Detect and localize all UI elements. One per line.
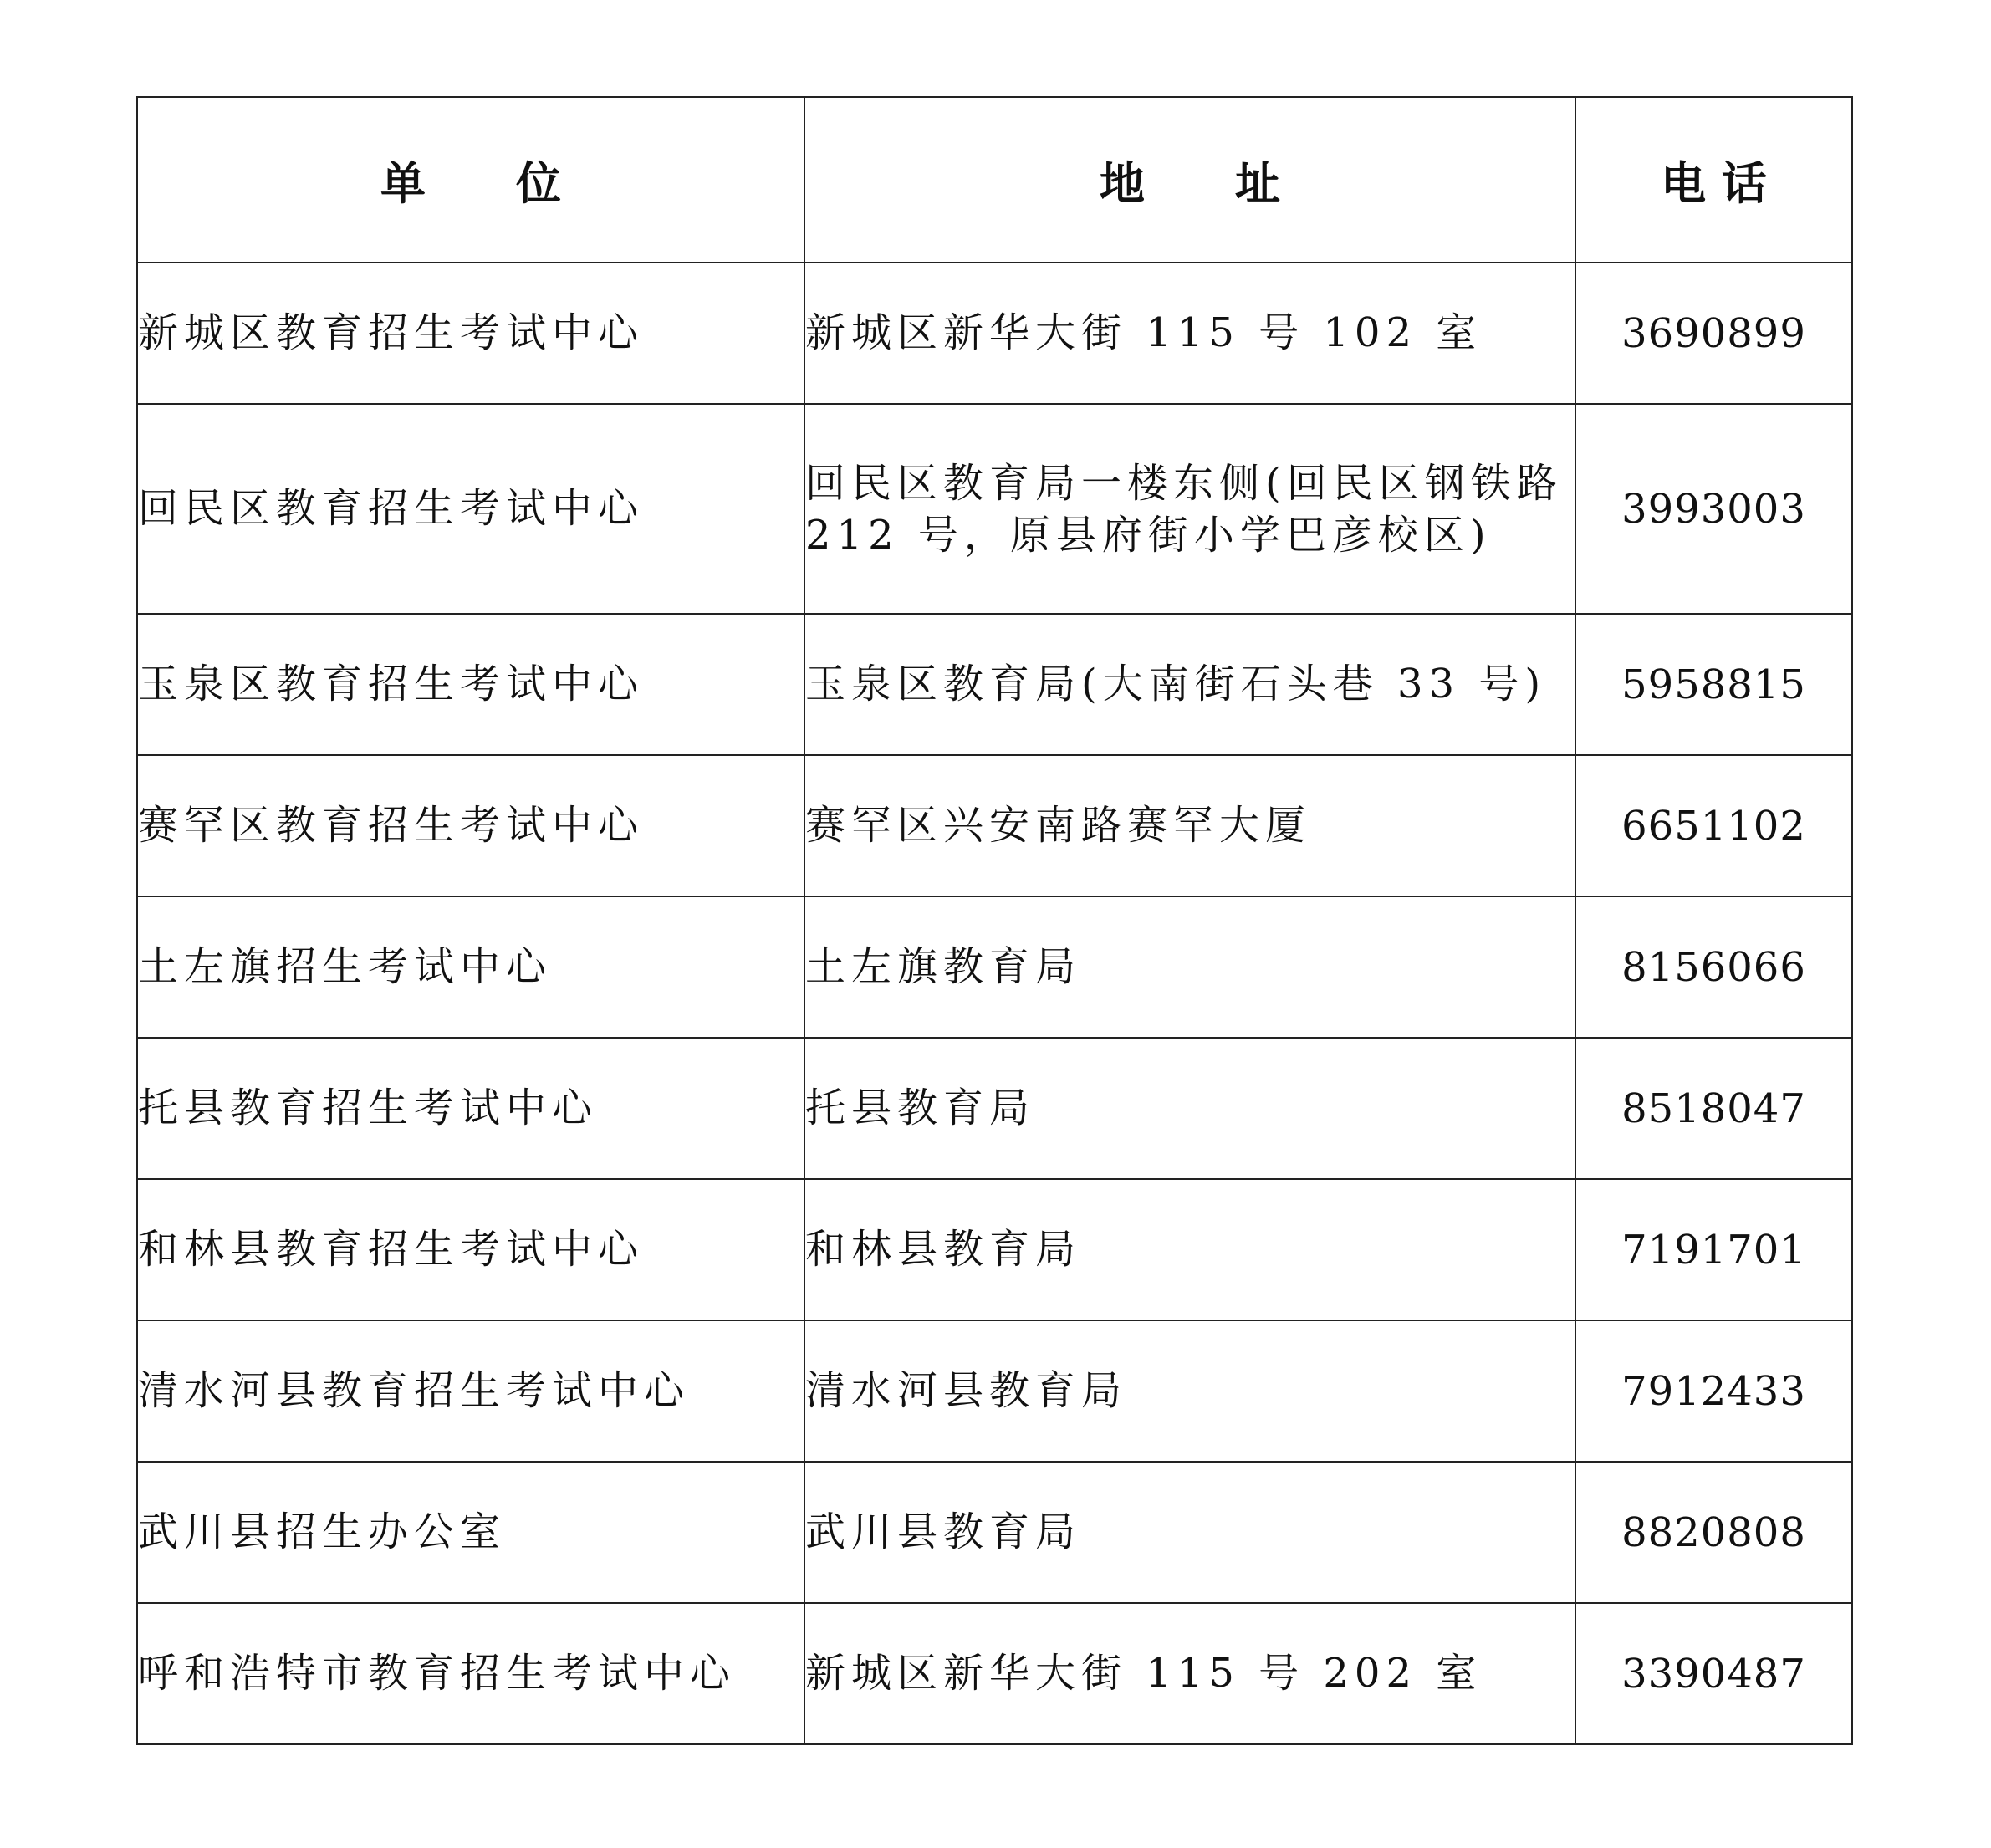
cell-phone: 8820808 xyxy=(1575,1462,1852,1603)
cell-phone: 6651102 xyxy=(1575,755,1852,896)
header-address: 地 址 xyxy=(804,97,1575,263)
cell-phone: 7912433 xyxy=(1575,1320,1852,1462)
table-row xyxy=(137,614,1852,755)
header-unit: 单 位 xyxy=(137,97,804,263)
cell-address: 清水河县教育局 xyxy=(804,1320,1575,1462)
cell-address: 回民区教育局一楼东侧(回民区钢铁路 212 号，原县府街小学巴彦校区) xyxy=(804,404,1575,614)
table-row xyxy=(137,404,1852,614)
cell-phone: 8156066 xyxy=(1575,896,1852,1038)
cell-unit: 武川县招生办公室 xyxy=(137,1462,804,1603)
table-row xyxy=(137,263,1852,404)
cell-address: 托县教育局 xyxy=(804,1038,1575,1179)
table-row xyxy=(137,1038,1852,1179)
cell-unit: 赛罕区教育招生考试中心 xyxy=(137,755,804,896)
table-row xyxy=(137,755,1852,896)
cell-unit: 托县教育招生考试中心 xyxy=(137,1038,804,1179)
cell-phone: 8518047 xyxy=(1575,1038,1852,1179)
cell-unit: 土左旗招生考试中心 xyxy=(137,896,804,1038)
cell-phone: 3690899 xyxy=(1575,263,1852,404)
table-row xyxy=(137,1320,1852,1462)
cell-address: 赛罕区兴安南路赛罕大厦 xyxy=(804,755,1575,896)
cell-phone: 3993003 xyxy=(1575,404,1852,614)
cell-address: 玉泉区教育局(大南街石头巷 33 号) xyxy=(804,614,1575,755)
cell-address: 新城区新华大街 115 号 102 室 xyxy=(804,263,1575,404)
cell-unit: 和林县教育招生考试中心 xyxy=(137,1179,804,1320)
cell-address: 武川县教育局 xyxy=(804,1462,1575,1603)
cell-unit: 新城区教育招生考试中心 xyxy=(137,263,804,404)
table-row xyxy=(137,896,1852,1038)
table-row xyxy=(137,1462,1852,1603)
contact-table xyxy=(136,96,1853,1745)
table-row xyxy=(137,1603,1852,1744)
header-phone: 电 话 xyxy=(1575,97,1852,263)
cell-address: 新城区新华大街 115 号 202 室 xyxy=(804,1603,1575,1744)
cell-unit: 玉泉区教育招生考试中心 xyxy=(137,614,804,755)
cell-address: 和林县教育局 xyxy=(804,1179,1575,1320)
cell-phone: 7191701 xyxy=(1575,1179,1852,1320)
cell-unit: 清水河县教育招生考试中心 xyxy=(137,1320,804,1462)
cell-phone: 3390487 xyxy=(1575,1603,1852,1744)
cell-unit: 呼和浩特市教育招生考试中心 xyxy=(137,1603,804,1744)
table-row xyxy=(137,1179,1852,1320)
cell-unit: 回民区教育招生考试中心 xyxy=(137,404,804,614)
cell-phone: 5958815 xyxy=(1575,614,1852,755)
table-header-row xyxy=(137,97,1852,263)
cell-address: 土左旗教育局 xyxy=(804,896,1575,1038)
